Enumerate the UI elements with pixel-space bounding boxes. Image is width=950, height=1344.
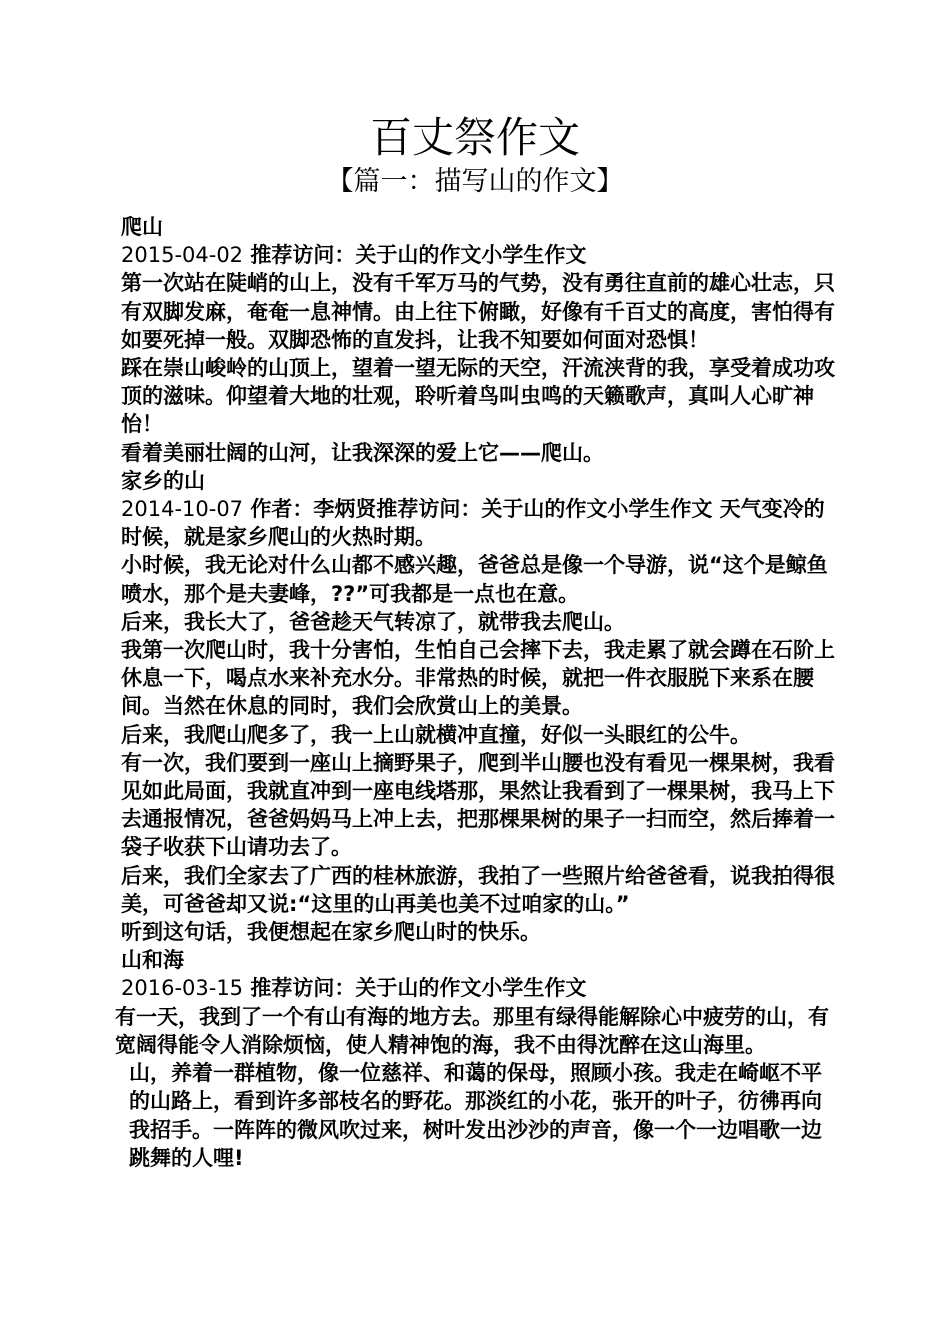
paragraph: 看着美丽壮阔的山河，让我深深的爱上它——爬山。: [121, 440, 604, 465]
section-meta: 作者：李炳贤推荐访问：关于山的作文小学生作文 天气变冷的时候，就是家乡爬山的火热时期。: [121, 497, 825, 550]
section-meta: 推荐访问：关于山的作文小学生作文: [250, 243, 587, 268]
paragraph: 后来，我们全家去了广西的桂林旅游，我拍了一些照片给爸爸看，说我拍得很美，可爸爸却又说:“这里的山再美也美不过咱家的山。”: [121, 863, 835, 916]
section-date: 2016-03-15: [121, 976, 244, 1001]
paragraph: 我第一次爬山时，我十分害怕，生怕自己会摔下去，我走累了就会蹲在石阶上休息一下，喝点水来补充水分。非常热的时候，就把一件衣服脱下来系在腰间。当然在休息的同时，我们会欣赏山上的美景。: [121, 638, 835, 719]
section-meta-line: [115, 241, 840, 269]
paragraph: 第一次站在陡峭的山上，没有千军万马的气势，没有勇往直前的雄心壮志，只有双脚发麻，奄奄一息神情。由上往下俯瞰，好像有千百丈的高度，害怕得有如要死掉一般。双脚恐怖的直发抖，让我不知要如何面对恐惧！: [121, 271, 835, 352]
section-heading: 爬山: [121, 215, 163, 239]
paragraph: 后来，我爬山爬多了，我一上山就横冲直撞，好似一头眼红的公牛。: [121, 722, 751, 747]
paragraph: 山，养着一群植物，像一位慈祥、和蔼的保母，照顾小孩。我走在崎岖不平的山路上，看到许多部枝名的野花。那淡红的小花，张开的叶子，彷彿再向我招手。一阵阵的微风吹过来，树叶发出沙沙的声音，像一个一边唱歌一边跳舞的人哩!: [129, 1061, 822, 1170]
document-title: 百丈祭作文: [369, 113, 580, 162]
section-date: 2014-10-07: [121, 497, 244, 522]
section-heading: 家乡的山: [121, 468, 205, 493]
section-date: 2015-04-02: [121, 243, 244, 268]
paragraph: 有一次，我们要到一座山上摘野果子，爬到半山腰也没有看见一棵果树，我看见如此局面，我就直冲到一座电线塔那，果然让我看到了一棵果树，我马上下去通报情况，爸爸妈妈马上冲上去，把那棵果树的果子一扫而空，然后捧着一袋子收获下山请功去了。: [121, 750, 835, 860]
section-heading: 山和海: [121, 948, 184, 973]
document-subtitle: 【篇一：描写山的作文】: [326, 166, 624, 197]
section-meta: 推荐访问：关于山的作文小学生作文: [250, 976, 587, 1001]
paragraph: 踩在崇山峻岭的山顶上，望着一望无际的天空，汗流浃背的我，享受着成功攻顶的滋味。仰望着大地的壮观，聆听着鸟叫虫鸣的天籁歌声，真叫人心旷神怡！: [121, 356, 835, 437]
paragraph: 有一天，我到了一个有山有海的地方去。那里有绿得能解除心中疲劳的山，有宽阔得能令人消除烦恼，使人精神饱的海，我不由得沈醉在这山海里。: [115, 1004, 829, 1057]
section-meta-line: [115, 495, 840, 551]
paragraph: 后来，我长大了，爸爸趁天气转凉了，就带我去爬山。: [121, 609, 625, 634]
section-meta-line: [115, 974, 840, 1002]
paragraph: 小时候，我无论对什么山都不感兴趣，爸爸总是像一个导游，说“这个是鲸鱼喷水，那个是夫妻峰，??”可我都是一点也在意。: [121, 553, 828, 606]
document-body: [115, 213, 840, 1172]
paragraph: 听到这句话，我便想起在家乡爬山时的快乐。: [121, 920, 541, 945]
